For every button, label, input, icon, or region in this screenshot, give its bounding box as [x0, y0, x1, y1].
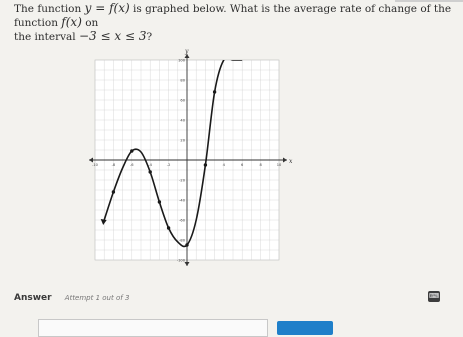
y-tick-label: 60: [180, 98, 185, 103]
x-tick-label: 10: [276, 163, 282, 167]
x-axis-arrow: [283, 158, 287, 163]
x-tick-label: -10: [92, 163, 98, 167]
math-expression: −3 ≤ x ≤ 3: [79, 29, 147, 43]
question-text-part: the interval: [14, 31, 79, 43]
answer-input[interactable]: [38, 319, 268, 337]
curve-point: [130, 149, 133, 152]
question-line-1: [14, 2, 454, 30]
y-tick-label: -40: [179, 198, 185, 203]
y-tick-label: 20: [180, 138, 185, 143]
x-tick-label: -8: [111, 163, 116, 167]
y-tick-label: -20: [179, 178, 185, 183]
question-text-part: on: [81, 17, 99, 29]
curve-point: [158, 200, 161, 203]
question-line-2: [14, 31, 152, 43]
keypad-icon[interactable]: ⌨: [428, 292, 440, 300]
question-text-part: is graphed below. What is the average rate of change of the function: [14, 3, 452, 29]
x-tick-label: -2: [166, 163, 171, 167]
y-tick-label: -100: [176, 258, 185, 263]
x-tick-label: -4: [148, 163, 152, 167]
x-axis-label: x: [289, 158, 293, 165]
x-tick-label: 4: [222, 163, 225, 167]
y-tick-label: 100: [178, 58, 185, 63]
curve-point: [204, 163, 207, 166]
submit-button[interactable]: [277, 321, 333, 335]
x-tick-label: 6: [241, 163, 244, 167]
graph-svg: [79, 48, 295, 268]
function-graph: [79, 48, 295, 268]
math-expression: y = f(x): [84, 1, 130, 15]
question-text: [14, 2, 454, 44]
attempt-counter: Attempt 1 out of 3: [64, 294, 130, 302]
curve-point: [185, 243, 188, 246]
curve-point: [112, 190, 115, 193]
curve-point: [167, 226, 170, 229]
y-tick-label: -60: [179, 218, 185, 223]
y-tick-label: -80: [179, 238, 185, 243]
y-axis-label: y: [185, 48, 189, 55]
x-tick-label: 8: [259, 163, 262, 167]
curve-point: [149, 170, 152, 173]
question-text-part: The function: [14, 3, 85, 15]
math-expression: f(x): [61, 15, 82, 29]
question-text-part: ?: [146, 31, 153, 43]
answer-row: [14, 292, 129, 303]
answer-label: Answer: [14, 293, 52, 303]
y-tick-label: 40: [180, 118, 185, 123]
x-axis-arrow-left: [89, 158, 93, 163]
x-tick-label: -6: [130, 163, 134, 167]
curve-point: [213, 90, 216, 93]
y-tick-label: 80: [180, 78, 185, 83]
y-axis-arrow-down: [185, 262, 190, 266]
